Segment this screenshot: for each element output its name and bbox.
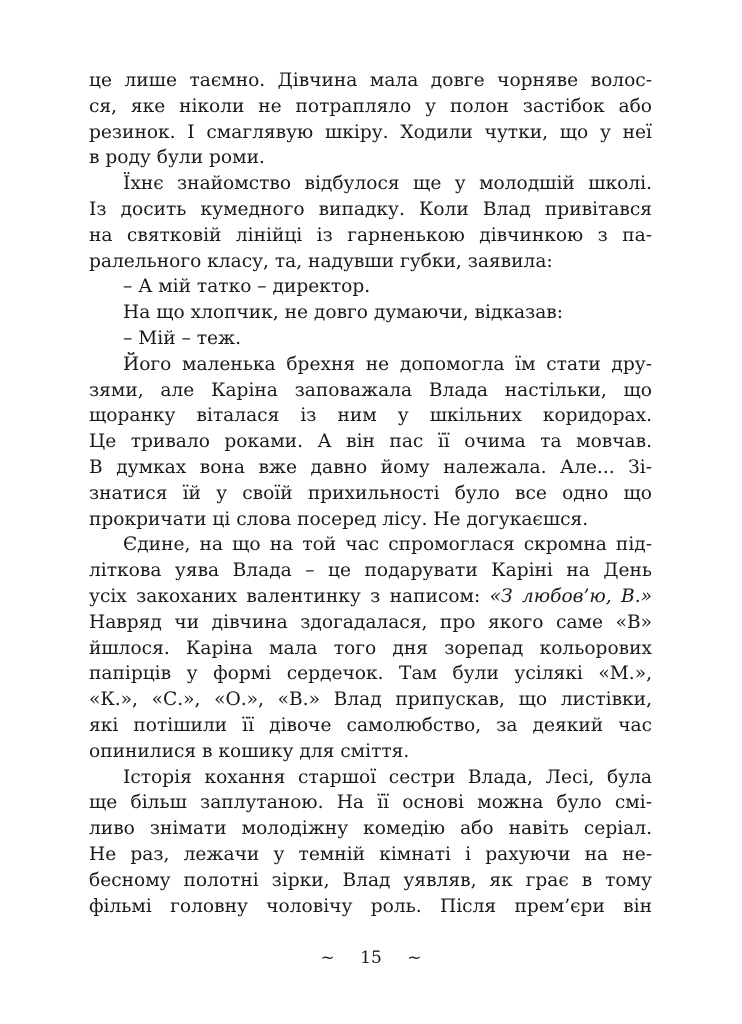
text-line: ще більш заплутаною. На її основі можна було смі- bbox=[89, 792, 652, 814]
text-line: Історія кохання старшої сестри Влада, Лесі, була bbox=[123, 766, 652, 788]
page-footer bbox=[0, 948, 742, 968]
text-line: резинок. І смаглявую шкіру. Ходили чутки, що у неї bbox=[89, 121, 652, 143]
footer-ornament-right: ~ bbox=[407, 948, 422, 968]
text-line: йшлося. Каріна мала того дня зорепад кольорових bbox=[89, 637, 652, 659]
text-line: Його маленька брехня не допомогла їм стати дру- bbox=[123, 353, 652, 375]
dialogue-line: – Мій – теж. bbox=[123, 327, 242, 349]
text-line: Не раз, лежачи у темній кімнаті і рахуючи на не- bbox=[89, 843, 652, 865]
text-line: знатися їй у своїй прихильності було все одно що bbox=[89, 482, 652, 504]
body-text bbox=[89, 68, 652, 919]
text-line: папірців у формі сердечок. Там були усілякі «М.», bbox=[89, 663, 652, 685]
text-line: Єдине, на що на той час спромоглася скромна під- bbox=[123, 534, 652, 556]
text-line: Їхнє знайомство відбулося ще у молодшій школі. bbox=[123, 173, 652, 195]
text-line: «К.», «С.», «О.», «В.» Влад припускав, що листівки, bbox=[89, 689, 652, 711]
text-line-part: усіх закоханих валентинку з написом: bbox=[89, 585, 490, 607]
text-line: фільмі головну чоловічу роль. Після прем’єри він bbox=[89, 895, 652, 917]
text-line: зями, але Каріна заповажала Влада настільки, що bbox=[89, 379, 652, 401]
text-line: бесному полотні зірки, Влад уявляв, як грає в тому bbox=[89, 869, 652, 891]
text-line: Це тривало роками. А він пас її очима та мовчав. bbox=[89, 431, 652, 453]
text-line: які потішили її дівоче самолюбство, за деякий час bbox=[89, 714, 652, 736]
dialogue-line: – А мій татко – директор. bbox=[123, 276, 371, 298]
text-line: щоранку віталася із ним у шкільних коридорах. bbox=[89, 405, 652, 427]
text-line: Навряд чи дівчина здогадалася, про якого саме «В» bbox=[89, 611, 652, 633]
text-line: прокричати ці слова посеред лісу. Не догукаєшся. bbox=[89, 508, 589, 530]
footer-ornament-left: ~ bbox=[320, 948, 335, 968]
text-line: На що хлопчик, не довго думаючи, відказав: bbox=[123, 302, 564, 324]
text-line: ралельного класу, та, надувши губки, заявила: bbox=[89, 250, 553, 272]
text-line: літкова уява Влада – це подарувати Каріні на День bbox=[89, 560, 652, 582]
text-line: на святковій лінійці із гарненькою дівчинкою з па- bbox=[89, 224, 652, 246]
valentine-inscription: «З любов’ю, В.» bbox=[489, 585, 652, 607]
text-line: ливо знімати молодіжну комедію або навіть серіал. bbox=[89, 818, 652, 840]
text-line: ся, яке ніколи не потрапляло у полон застібок або bbox=[89, 95, 652, 117]
page-number: 15 bbox=[360, 948, 382, 968]
text-line: В думках вона вже давно йому належала. Але... Зі- bbox=[89, 456, 652, 478]
text-line: в роду були роми. bbox=[89, 147, 265, 169]
text-line: опинилися в кошику для сміття. bbox=[89, 740, 410, 762]
text-line: Із досить кумедного випадку. Коли Влад привітався bbox=[89, 198, 652, 220]
text-line bbox=[89, 584, 652, 610]
text-line: це лише таємно. Дівчина мала довге чорняве волос- bbox=[89, 70, 652, 91]
